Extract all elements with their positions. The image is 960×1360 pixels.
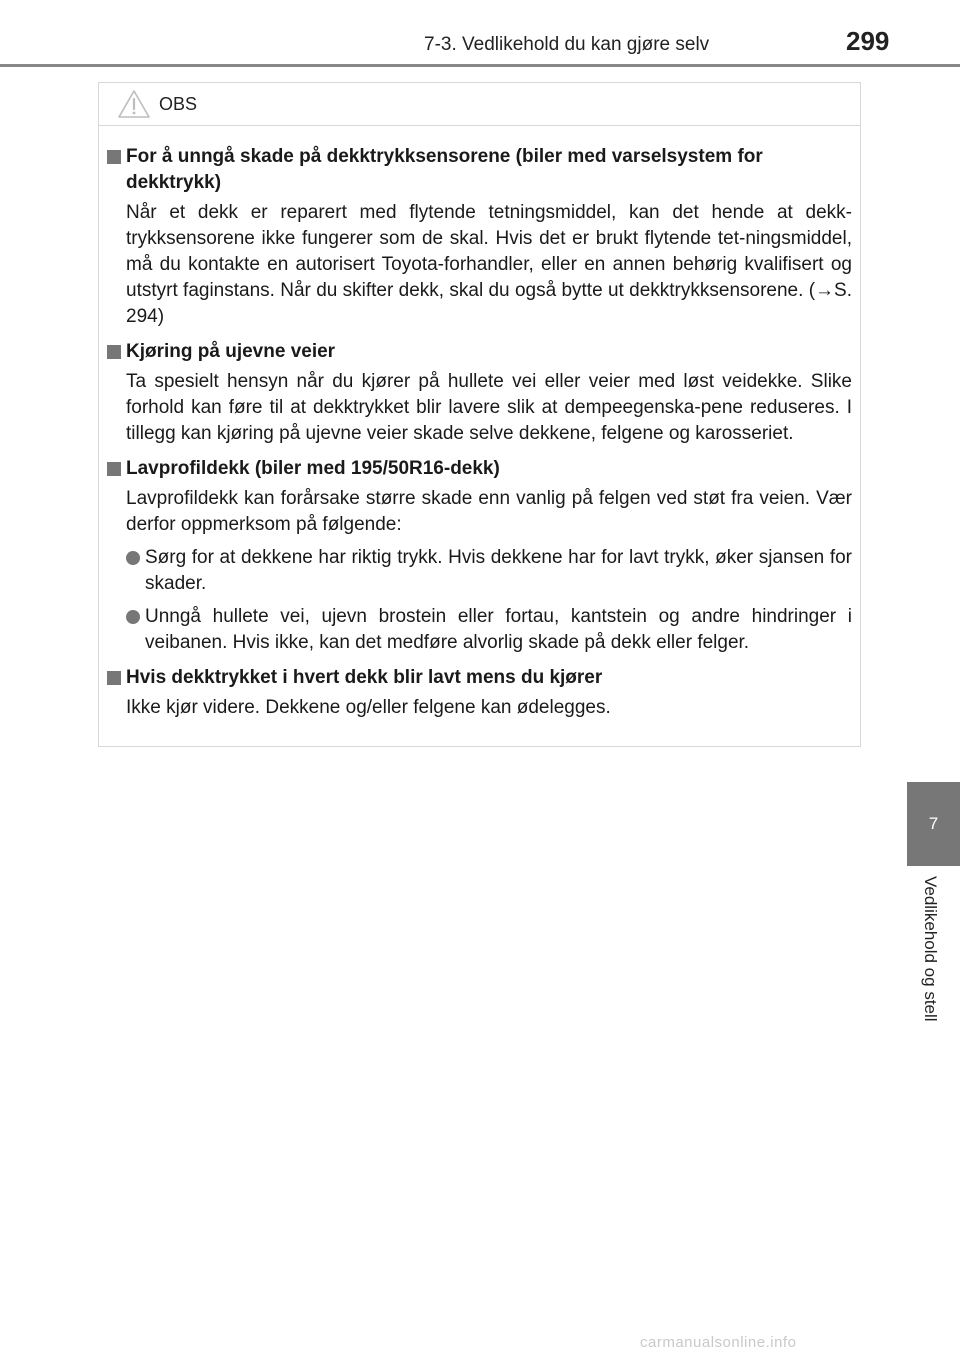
section-heading: 7-3. Vedlikehold du kan gjøre selv xyxy=(424,34,710,55)
square-bullet-icon xyxy=(107,150,121,164)
warning-triangle-icon xyxy=(117,89,151,119)
notice-section xyxy=(107,456,852,656)
list-item xyxy=(126,604,852,656)
notice-label: OBS xyxy=(159,93,198,114)
list-item-text: Unngå hullete vei, ujevn brostein eller fortau, kantstein og andre hindringer i veibanen. Hvis ikke, kan det medføre alvorlig skade på dekk eller felger. xyxy=(145,606,852,653)
list-item-text: Sørg for at dekkene har riktig trykk. Hvis dekkene har for lavt trykk, øker sjansen for skader. xyxy=(145,547,852,594)
notice-body xyxy=(99,126,860,721)
circle-bullet-icon xyxy=(126,551,140,565)
section-title xyxy=(107,665,852,691)
notice-header xyxy=(99,83,860,126)
header-divider xyxy=(0,64,960,67)
notice-box xyxy=(98,82,861,747)
chapter-tab[interactable] xyxy=(907,782,960,866)
square-bullet-icon xyxy=(107,671,121,685)
section-paragraph: Ikke kjør videre. Dekkene og/eller felgene kan ødelegges. xyxy=(126,697,611,718)
page-number: 299 xyxy=(846,26,890,56)
section-paragraph: Ta spesielt hensyn når du kjører på hullete vei eller veier med løst veidekke. Slike forhold kan føre til at dekktrykket blir lavere slik at dempeegenska-pene reduseres. I tillegg kan kjøring på ujevne veier skade selve dekkene, felgene og karosseriet. xyxy=(126,371,852,444)
section-title-text: Lavprofildekk (biler med 195/50R16-dekk) xyxy=(126,458,500,479)
chapter-number: 7 xyxy=(928,814,939,833)
square-bullet-icon xyxy=(107,345,121,359)
square-bullet-icon xyxy=(107,462,121,476)
section-title-text: For å unngå skade på dekktrykksensorene (biler med varselsystem for dekktrykk) xyxy=(126,146,763,193)
chapter-title: Vedlikehold og stell xyxy=(921,876,940,1022)
circle-bullet-icon xyxy=(126,610,140,624)
watermark: carmanualsonline.info xyxy=(640,1334,797,1351)
section-title xyxy=(107,144,852,196)
notice-section xyxy=(107,144,852,330)
section-title-text: Kjøring på ujevne veier xyxy=(126,341,336,362)
notice-section xyxy=(107,665,852,721)
section-paragraph: Når et dekk er reparert med flytende tetningsmiddel, kan det hende at dekk-trykksensorene ikke fungerer som de skal. Hvis det er brukt flytende tet-ningsmiddel, må du kontakte en autorisert Toyota-forhandler, eller en annen behørig kvalifisert og utstyrt faginstans. Når du skifter dekk, skal du også bytte ut dekktrykksensorene. (→S. 294) xyxy=(126,202,852,327)
section-title-text: Hvis dekktrykket i hvert dekk blir lavt mens du kjører xyxy=(126,667,603,688)
section-paragraph: Lavprofildekk kan forårsake større skade enn vanlig på felgen ved støt fra veien. Vær derfor oppmerksom på følgende: xyxy=(126,488,852,535)
section-title xyxy=(107,456,852,482)
section-title xyxy=(107,339,852,365)
notice-section xyxy=(107,339,852,447)
list-item xyxy=(126,545,852,597)
